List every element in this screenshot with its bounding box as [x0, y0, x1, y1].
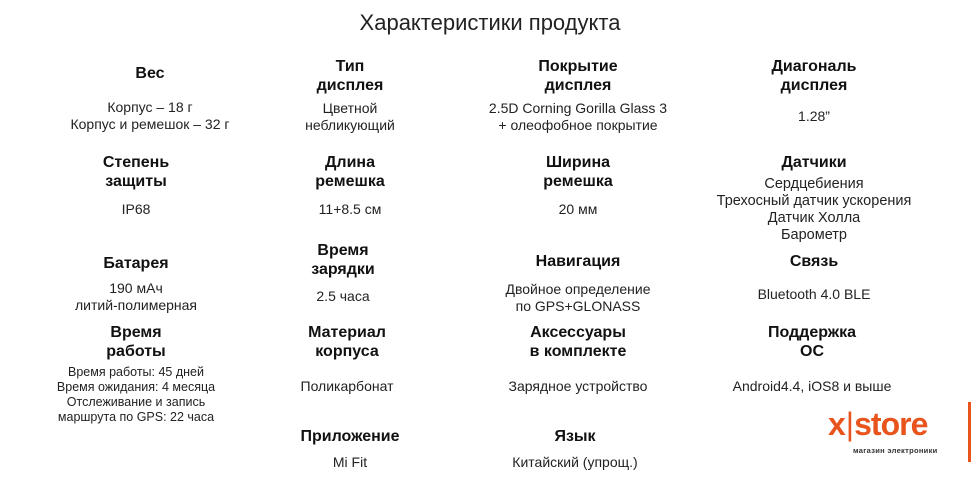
spec-label: Материал корпуса — [308, 324, 386, 360]
spec-battery — [26, 254, 246, 314]
spec-label: Батарея — [103, 255, 169, 272]
logo-wordmark: x|store — [828, 406, 928, 442]
spec-label: Язык — [554, 428, 596, 445]
spec-label: Навигация — [535, 253, 621, 270]
page-title: Характеристики продукта — [359, 10, 621, 35]
spec-label: Связь — [789, 253, 839, 270]
spec-label: Степень защиты — [102, 154, 170, 190]
spec-value: Цветной небликующий — [305, 100, 395, 133]
xstore-logo[interactable] — [828, 406, 973, 458]
spec-language — [465, 427, 685, 471]
spec-label: Приложение — [300, 428, 400, 445]
spec-value: Bluetooth 4.0 BLE — [757, 286, 871, 302]
spec-value: Зарядное устройство — [508, 378, 648, 394]
spec-label: Датчики — [781, 154, 847, 171]
spec-label: Время работы — [106, 324, 166, 360]
spec-value: 2.5D Corning Gorilla Glass 3 + олеофобное покрытие — [488, 100, 668, 133]
spec-value: Mi Fit — [332, 454, 368, 470]
spec-navigation — [468, 252, 688, 315]
spec-label: Время зарядки — [311, 242, 375, 278]
spec-label: Ширина ремешка — [543, 154, 613, 190]
spec-display-coating — [468, 57, 688, 134]
spec-value: Корпус – 18 г Корпус и ремешок – 32 г — [70, 99, 230, 132]
spec-display-type — [240, 57, 460, 134]
spec-value: 190 мАч литий-полимерная — [74, 280, 198, 313]
spec-value: Китайский (упрощ.) — [512, 454, 638, 470]
spec-label: Аксессуары в комплекте — [529, 324, 627, 360]
spec-label: Длина ремешка — [315, 154, 385, 190]
spec-value: 2.5 часа — [316, 288, 370, 304]
spec-value: Поликарбонат — [300, 378, 394, 394]
spec-label: Диагональ дисплея — [771, 58, 857, 94]
spec-protection — [26, 153, 246, 218]
spec-body-material — [237, 323, 457, 395]
spec-connectivity — [704, 252, 924, 303]
spec-label: Тип дисплея — [316, 58, 384, 94]
spec-charge-time — [233, 241, 453, 305]
spec-value: Время работы: 45 дней Время ожидания: 4 месяца Отслеживание и запись маршрута по GPS: 22 часа — [56, 365, 216, 424]
spec-sensors — [704, 153, 924, 244]
spec-work-time — [26, 323, 246, 425]
spec-label: Вес — [135, 65, 165, 82]
spec-accessories — [468, 323, 688, 395]
spec-value: IP68 — [121, 201, 151, 217]
spec-strap-width — [468, 153, 688, 218]
spec-os-support — [702, 323, 922, 395]
spec-display-diagonal — [704, 57, 924, 125]
spec-strap-length — [240, 153, 460, 218]
spec-weight — [40, 64, 260, 133]
spec-label: Покрытие дисплея — [538, 58, 618, 94]
spec-value: 11+8.5 см — [318, 201, 382, 217]
spec-value: Android4.4, iOS8 и выше — [732, 378, 892, 394]
spec-value: 20 мм — [558, 201, 598, 217]
logo-subtitle: магазин электроники — [853, 446, 938, 455]
spec-app — [240, 427, 460, 471]
spec-label: Поддержка ОС — [767, 324, 857, 360]
spec-value: 1.28” — [798, 108, 830, 124]
logo-divider — [968, 402, 971, 462]
spec-value: Двойное определение по GPS+GLONASS — [505, 281, 651, 314]
spec-value: Сердцебиения Трехосный датчик ускорения Датчик Холла Барометр — [716, 176, 912, 243]
